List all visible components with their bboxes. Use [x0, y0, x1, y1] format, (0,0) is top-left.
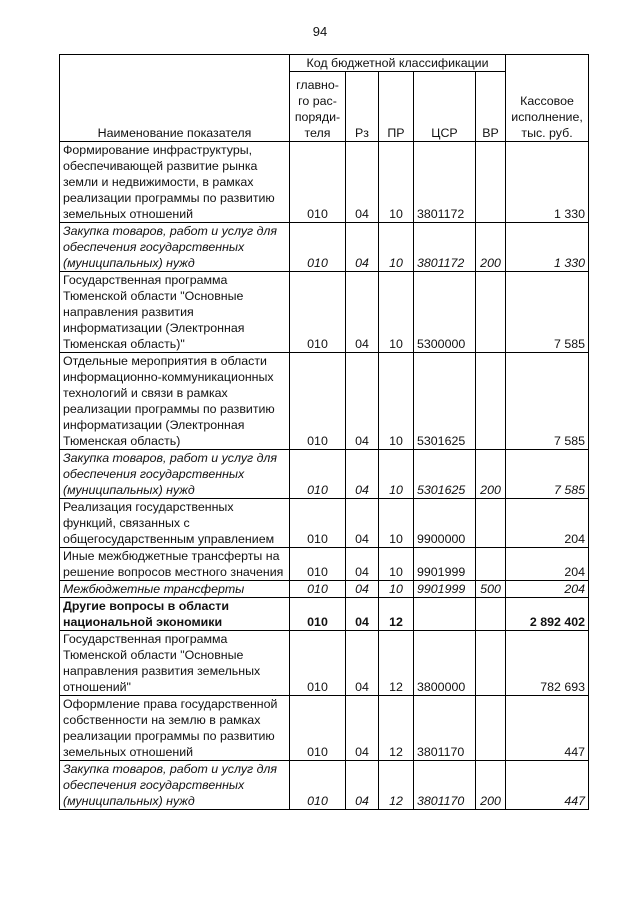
header-name: Наименование показателя: [60, 55, 290, 142]
row-vr: [476, 631, 506, 696]
table-row: [60, 272, 589, 353]
row-csr: 9900000: [414, 499, 476, 548]
row-name: Государственная программа Тюменской области "Основные направления развития информатизации (Электронная Тюменская область)": [60, 272, 290, 353]
row-csr: 3801172: [414, 223, 476, 272]
row-rz: 04: [346, 272, 379, 353]
table-row: [60, 631, 589, 696]
row-glav: 010: [290, 761, 346, 810]
row-glav: 010: [290, 696, 346, 761]
row-vr: [476, 598, 506, 631]
row-amount: 204: [506, 548, 589, 581]
row-glav: 010: [290, 548, 346, 581]
row-amount: 447: [506, 761, 589, 810]
row-pr: 12: [379, 598, 414, 631]
row-name: Государственная программа Тюменской области "Основные направления развития земельных отношений": [60, 631, 290, 696]
header-glav: главно-го рас-поряди-теля: [290, 72, 346, 142]
row-vr: [476, 272, 506, 353]
row-name: Отдельные мероприятия в области информационно-коммуникационных технологий и связи в рамках реализации программы по развитию информатизации (Электронная Тюменская область): [60, 353, 290, 450]
row-amount: 1 330: [506, 223, 589, 272]
row-pr: 10: [379, 581, 414, 598]
row-csr: 3800000: [414, 631, 476, 696]
row-name: Другие вопросы в области национальной экономики: [60, 598, 290, 631]
row-csr: 9901999: [414, 581, 476, 598]
row-vr: [476, 499, 506, 548]
row-vr: 200: [476, 223, 506, 272]
header-pr: ПР: [379, 72, 414, 142]
row-name: Оформление права государственной собственности на землю в рамках реализации программы по развитию земельных отношений: [60, 696, 290, 761]
page-number: 94: [312, 24, 328, 39]
row-name: Иные межбюджетные трансферты на решение вопросов местного значения: [60, 548, 290, 581]
table-row: [60, 142, 589, 223]
row-vr: 500: [476, 581, 506, 598]
row-name: Закупка товаров, работ и услуг для обеспечения государственных (муниципальных) нужд: [60, 223, 290, 272]
row-vr: [476, 548, 506, 581]
row-glav: 010: [290, 223, 346, 272]
row-glav: 010: [290, 631, 346, 696]
row-rz: 04: [346, 696, 379, 761]
table-row: [60, 761, 589, 810]
row-pr: 10: [379, 450, 414, 499]
row-name: Закупка товаров, работ и услуг для обеспечения государственных (муниципальных) нужд: [60, 450, 290, 499]
row-pr: 10: [379, 548, 414, 581]
row-pr: 10: [379, 353, 414, 450]
table-row: [60, 696, 589, 761]
row-rz: 04: [346, 598, 379, 631]
row-vr: [476, 696, 506, 761]
row-glav: 010: [290, 272, 346, 353]
table-row: [60, 548, 589, 581]
row-vr: 200: [476, 761, 506, 810]
row-amount: 7 585: [506, 353, 589, 450]
header-vr: ВР: [476, 72, 506, 142]
row-rz: 04: [346, 631, 379, 696]
row-amount: 204: [506, 499, 589, 548]
row-vr: [476, 353, 506, 450]
table-row: [60, 499, 589, 548]
row-csr: 5301625: [414, 353, 476, 450]
row-pr: 12: [379, 761, 414, 810]
budget-table: [59, 54, 589, 810]
row-amount: 2 892 402: [506, 598, 589, 631]
row-pr: 12: [379, 696, 414, 761]
row-rz: 04: [346, 548, 379, 581]
row-glav: 010: [290, 142, 346, 223]
row-amount: 204: [506, 581, 589, 598]
row-glav: 010: [290, 598, 346, 631]
header-csr: ЦСР: [414, 72, 476, 142]
row-csr: 9901999: [414, 548, 476, 581]
row-rz: 04: [346, 223, 379, 272]
header-rz: Рз: [346, 72, 379, 142]
row-pr: 10: [379, 142, 414, 223]
row-name: Закупка товаров, работ и услуг для обеспечения государственных (муниципальных) нужд: [60, 761, 290, 810]
row-rz: 04: [346, 353, 379, 450]
row-glav: 010: [290, 353, 346, 450]
row-amount: 1 330: [506, 142, 589, 223]
table-row: [60, 450, 589, 499]
table-row: [60, 598, 589, 631]
row-csr: 3801172: [414, 142, 476, 223]
row-pr: 10: [379, 499, 414, 548]
row-glav: 010: [290, 450, 346, 499]
row-vr: 200: [476, 450, 506, 499]
header-kassovoe: Кассовое исполнение, тыс. руб.: [506, 55, 589, 142]
table-row: [60, 223, 589, 272]
row-csr: [414, 598, 476, 631]
row-glav: 010: [290, 581, 346, 598]
row-name: Формирование инфраструктуры, обеспечивающей развитие рынка земли и недвижимости, в рамках реализации программы по развитию земельных отношений: [60, 142, 290, 223]
table-row: [60, 353, 589, 450]
row-amount: 782 693: [506, 631, 589, 696]
row-rz: 04: [346, 450, 379, 499]
row-csr: 5300000: [414, 272, 476, 353]
row-name: Межбюджетные трансферты: [60, 581, 290, 598]
row-pr: 10: [379, 272, 414, 353]
row-amount: 447: [506, 696, 589, 761]
row-rz: 04: [346, 142, 379, 223]
row-csr: 3801170: [414, 761, 476, 810]
row-pr: 10: [379, 223, 414, 272]
row-name: Реализация государственных функций, связанных с общегосударственным управлением: [60, 499, 290, 548]
row-csr: 5301625: [414, 450, 476, 499]
row-rz: 04: [346, 581, 379, 598]
table-row: [60, 581, 589, 598]
row-vr: [476, 142, 506, 223]
row-amount: 7 585: [506, 450, 589, 499]
header-code-group: Код бюджетной классификации: [290, 55, 506, 72]
row-rz: 04: [346, 499, 379, 548]
row-csr: 3801170: [414, 696, 476, 761]
row-rz: 04: [346, 761, 379, 810]
row-pr: 12: [379, 631, 414, 696]
row-glav: 010: [290, 499, 346, 548]
row-amount: 7 585: [506, 272, 589, 353]
